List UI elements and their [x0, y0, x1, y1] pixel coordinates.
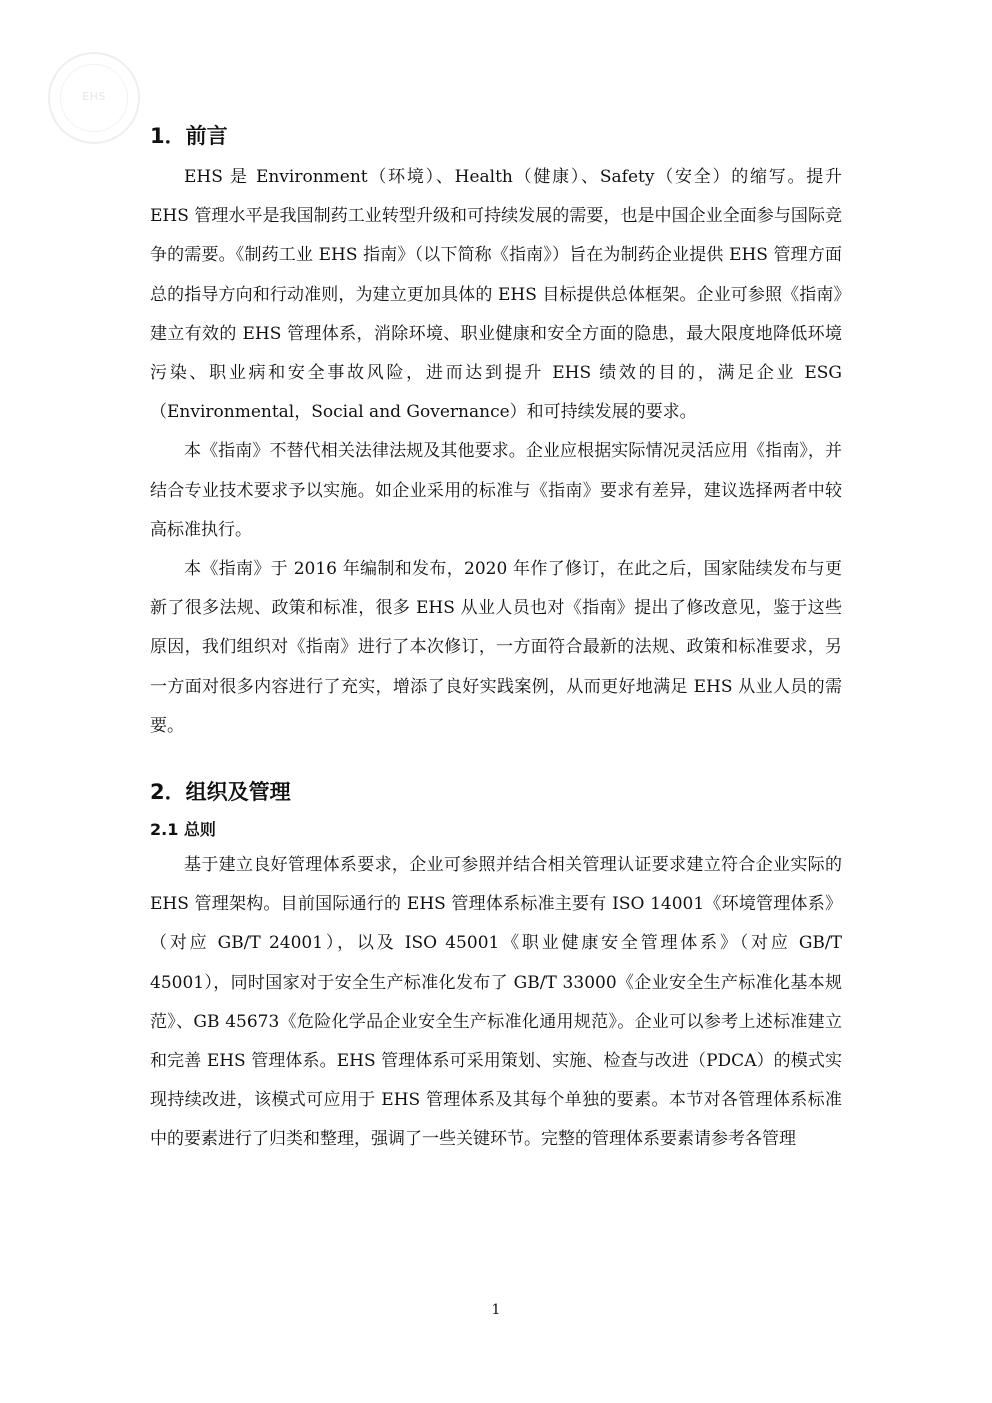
watermark-seal: [48, 52, 140, 144]
page-number: 1: [491, 1302, 501, 1318]
watermark-seal-text: EHS: [82, 90, 106, 103]
preface-paragraph-3: 本《指南》于 2016 年编制和发布，2020 年作了修订，在此之后，国家陆续发布与更新了很多法规、政策和标准，很多 EHS 从业人员也对《指南》提出了修改意见，鉴于这些原因，我们组织对《指南》进行了本次修订，一方面符合最新的法规、政策和标准要求，另一方面对很多内容进行了充实，增添了良好实践案例，从而更好地满足 EHS 从业人员的需要。: [150, 559, 842, 736]
section-heading-preface: 1．前言: [150, 124, 228, 148]
subsection-heading-general: 2.1 总则: [150, 820, 216, 840]
preface-paragraph-2: 本《指南》不替代相关法律法规及其他要求。企业应根据实际情况灵活应用《指南》，并结合专业技术要求予以实施。如企业采用的标准与《指南》要求有差异，建议选择两者中较高标准执行。: [150, 441, 842, 540]
general-paragraph-1: 基于建立良好管理体系要求，企业可参照并结合相关管理认证要求建立符合企业实际的 EHS 管理架构。目前国际通行的 EHS 管理体系标准主要有 ISO 14001《环境管理体系》（对应 GB/T 24001），以及 ISO 45001《职业健康安全管理体系》（对应 GB/T 45001），同时国家对于安全生产标准化发布了 GB/T 33000《企业安全生产标准化基本规范》、GB 45673《危险化学品企业安全生产标准化通用规范》。企业可以参考上述标准建立和完善 EHS 管理体系。EHS 管理体系可采用策划、实施、检查与改进（PDCA）的模式实现持续改进，该模式可应用于 EHS 管理体系及其每个单独的要素。本节对各管理体系标准中的要素进行了归类和整理，强调了一些关键环节。完整的管理体系要素请参考各管理: [150, 855, 842, 1150]
document-body: [150, 114, 842, 1160]
section-heading-organization: 2．组织及管理: [150, 780, 291, 805]
preface-paragraph-1: EHS 是 Environment（环境）、Health（健康）、Safety（安全）的缩写。提升 EHS 管理水平是我国制药工业转型升级和可持续发展的需要，也是中国企业全面参与国际竞争的需要。《制药工业 EHS 指南》（以下简称《指南》）旨在为制药企业提供 EHS 管理方面总的指导方向和行动准则，为建立更加具体的 EHS 目标提供总体框架。企业可参照《指南》建立有效的 EHS 管理体系，消除环境、职业健康和安全方面的隐患，最大限度地降低环境污染、职业病和安全事故风险，进而达到提升 EHS 绩效的目的，满足企业 ESG（Environmental，Social and Governance）和可持续发展的要求。: [150, 167, 842, 423]
